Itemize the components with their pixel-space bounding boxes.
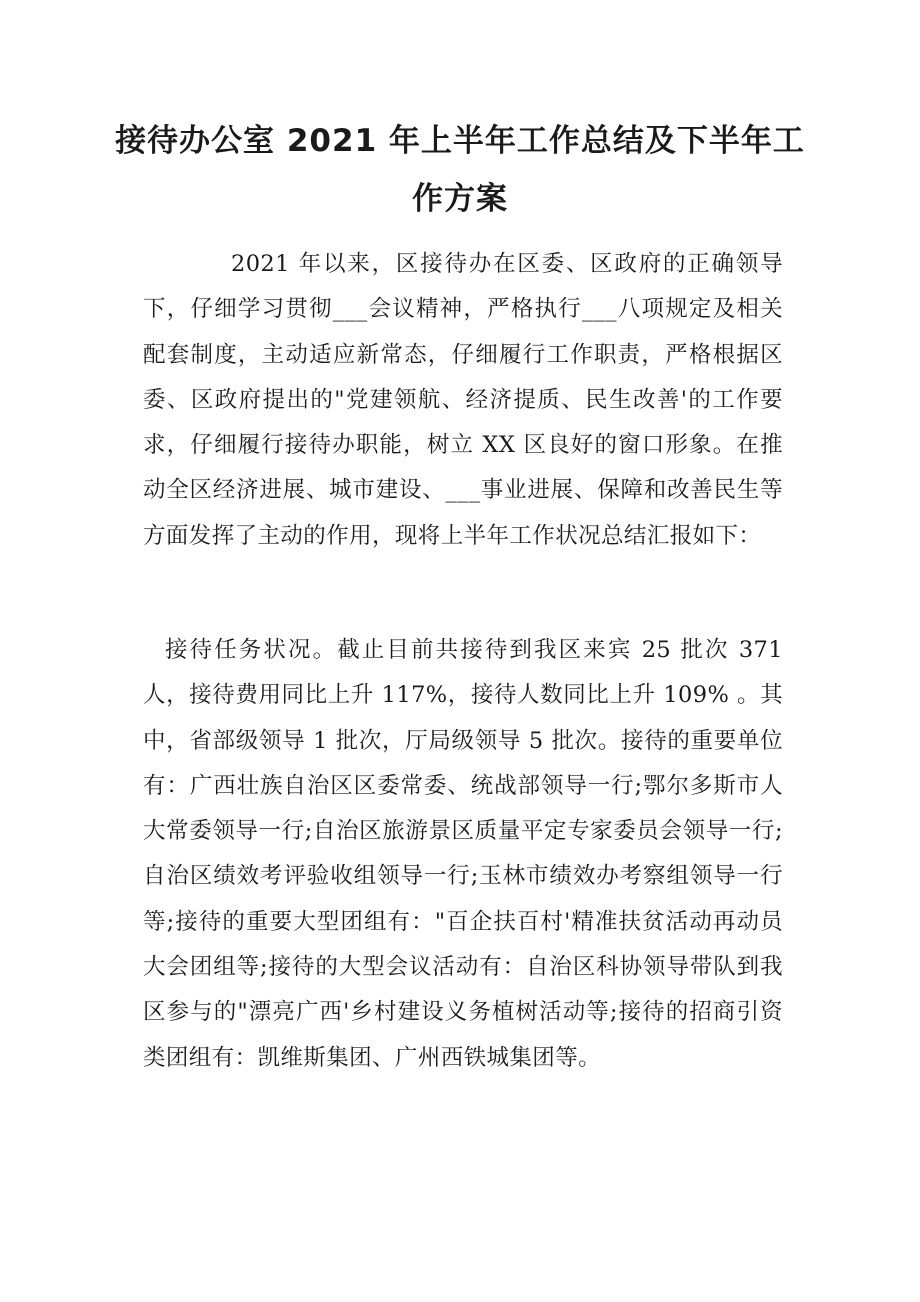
document-title: 接待办公室 2021 年上半年工作总结及下半年工作方案	[115, 123, 805, 217]
paragraph-intro: 2021 年以来，区接待办在区委、区政府的正确领导下，仔细学习贯彻___会议精神，严格执行___八项规定及相关配套制度，主动适应新常态，仔细履行工作职责，严格根据区委、区政府提出的"党建领航、经济提质、民生改善'的工作要求，仔细履行接待办职能，树立 XX 区良好的窗口形象。在推动全区经济进展、城市建设、___事业进展、保障和改善民生等方面发挥了主动的作用，现将上半年工作状况总结汇报如下：	[143, 251, 783, 549]
paragraph-reception-status: 接待任务状况。截止目前共接待到我区来宾 25 批次 371 人，接待费用同比上升 117%，接待人数同比上升 109% 。其中，省部级领导 1 批次，厅局级领导 5 批次。接待的重要单位有：广西壮族自治区区委常委、统战部领导一行;鄂尔多斯市人大常委领导一行;自治区旅游景区质量平定专家委员会领导一行;自治区绩效考评验收组领导一行;玉林市绩效办考察组领导一行等;接待的重要大型团组有："百企扶百村'精准扶贫活动再动员大会团组等;接待的大型会议活动有：自治区科协领导带队到我区参与的"漂亮广西'乡村建设义务植树活动等;接待的招商引资类团组有：凯维斯集团、广州西铁城集团等。	[143, 637, 783, 1071]
